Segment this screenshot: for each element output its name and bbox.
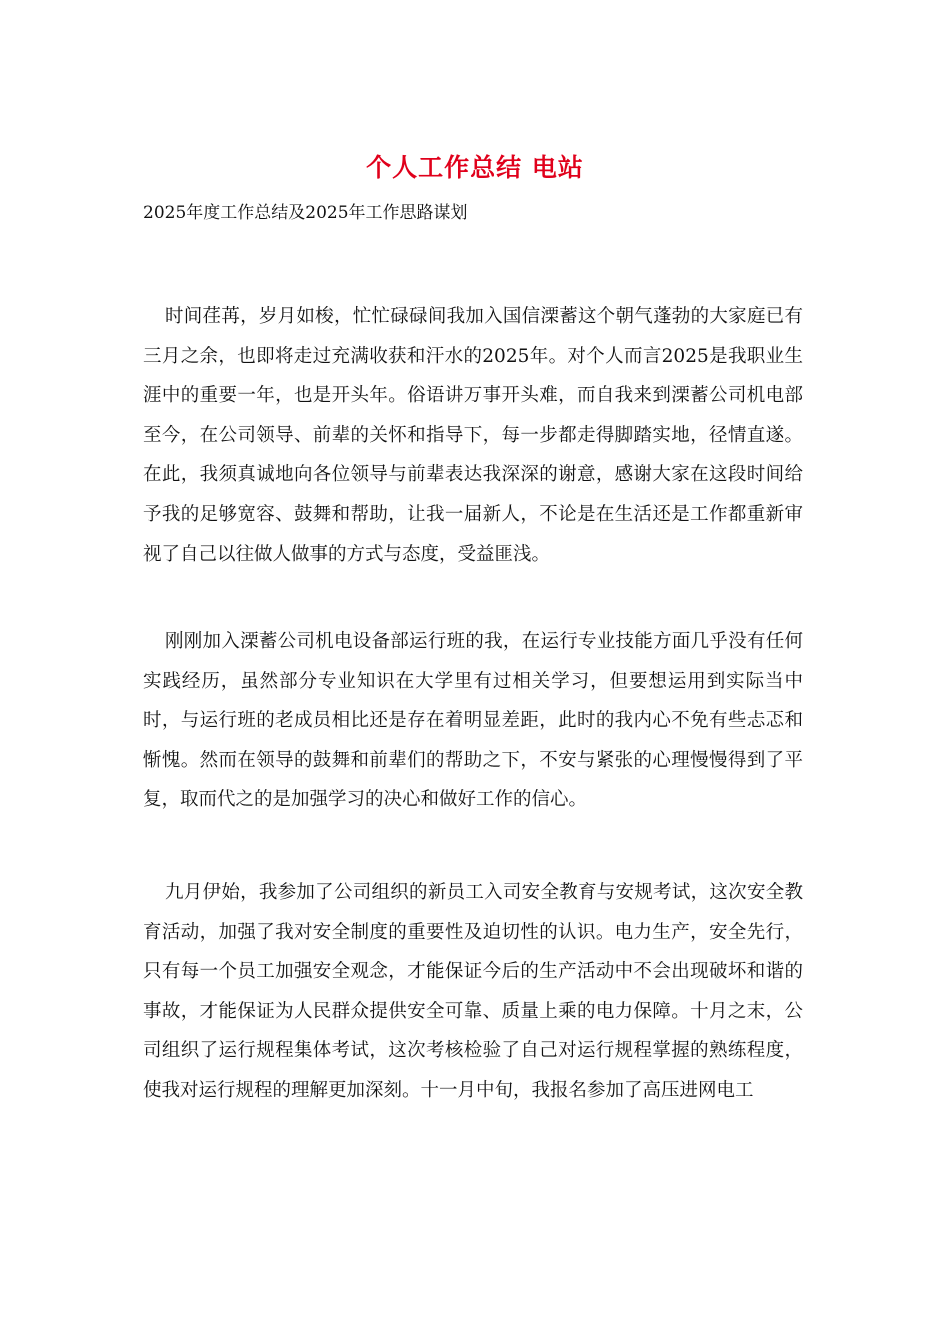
body-paragraph: 九月伊始，我参加了公司组织的新员工入司安全教育与安规考试，这次安全教育活动，加强了我对安全制度的重要性及迫切性的认识。电力生产，安全先行，只有每一个员工加强安全观念，才能保证今后的生产活动中不会出现破坏和谐的事故，才能保证为人民群众提供安全可靠、质量上乘的电力保障。十月之末，公司组织了运行规程集体考试，这次考核检验了自己对运行规程掌握的熟练程度，使我对运行规程的理解更加深刻。十一月中旬，我报名参加了高压进网电工 bbox=[143, 882, 803, 1101]
document-subtitle: 2025年度工作总结及2025年工作思路谋划 bbox=[143, 203, 468, 223]
body-paragraph: 刚刚加入溧蓄公司机电设备部运行班的我，在运行专业技能方面几乎没有任何实践经历，虽然部分专业知识在大学里有过相关学习，但要想运用到实际当中时，与运行班的老成员相比还是存在着明显差距，此时的我内心不免有些忐忑和惭愧。然而在领导的鼓舞和前辈们的帮助之下，不安与紧张的心理慢慢得到了平复，取而代之的是加强学习的决心和做好工作的信心。 bbox=[143, 631, 803, 811]
body-paragraph: 时间荏苒，岁月如梭，忙忙碌碌间我加入国信溧蓄这个朝气蓬勃的大家庭已有三月之余，也即将走过充满收获和汗水的2025年。对个人而言2025是我职业生涯中的重要一年，也是开头年。俗语讲万事开头难，而自我来到溧蓄公司机电部至今，在公司领导、前辈的关怀和指导下，每一步都走得脚踏实地，径情直遂。在此，我须真诚地向各位领导与前辈表达我深深的谢意，感谢大家在这段时间给予我的足够宽容、鼓舞和帮助，让我一届新人，不论是在生活还是工作都重新审视了自己以往做人做事的方式与态度，受益匪浅。 bbox=[143, 306, 803, 565]
document-title: 个人工作总结 电站 bbox=[366, 153, 584, 182]
